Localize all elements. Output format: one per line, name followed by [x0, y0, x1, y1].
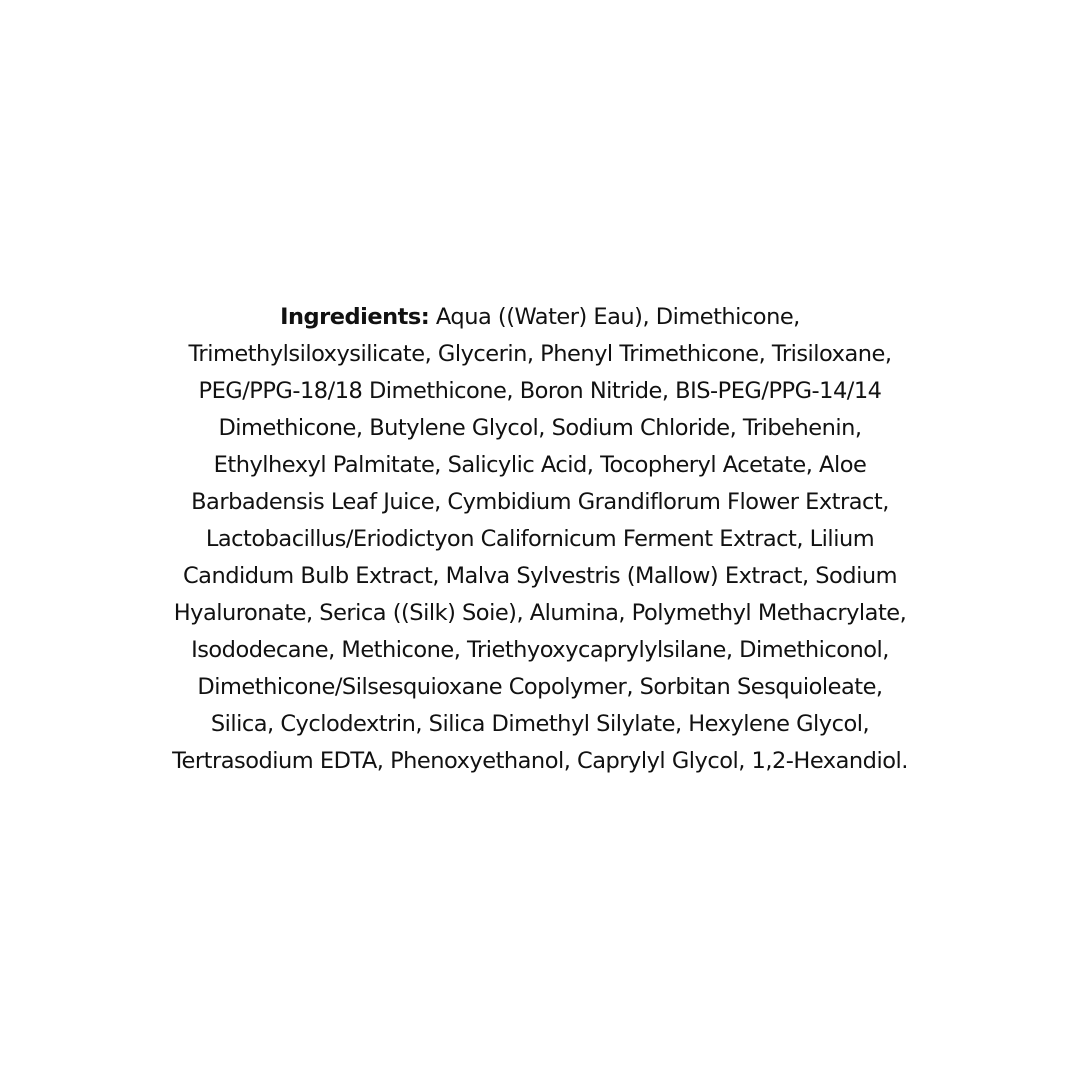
ingredients-line-5: Ethylhexyl Palmitate, Salicylic Acid, Tocopheryl Acetate, Aloe — [213, 452, 867, 478]
ingredients-label: Ingredients: — [280, 304, 430, 330]
ingredients-line-10: Isododecane, Methicone, Triethyoxycaprylylsilane, Dimethiconol, — [191, 637, 889, 663]
ingredients-line-11: Dimethicone/Silsesquioxane Copolymer, Sorbitan Sesquioleate, — [197, 674, 883, 700]
ingredients-line-12: Silica, Cyclodextrin, Silica Dimethyl Silylate, Hexylene Glycol, — [210, 711, 870, 737]
ingredients-line-8: Candidum Bulb Extract, Malva Sylvestris (Mallow) Extract, Sodium — [182, 563, 898, 589]
ingredients-line-2: Trimethylsiloxysilicate, Glycerin, Phenyl Trimethicone, Trisiloxane, — [188, 341, 892, 367]
ingredients-line-4: Dimethicone, Butylene Glycol, Sodium Chloride, Tribehenin, — [218, 415, 862, 441]
ingredients-text — [100, 299, 980, 780]
ingredients-line-9: Hyaluronate, Serica ((Silk) Soie), Alumina, Polymethyl Methacrylate, — [173, 600, 907, 626]
ingredients-line-6: Barbadensis Leaf Juice, Cymbidium Grandiflorum Flower Extract, — [191, 489, 889, 515]
ingredients-line-13: Tertrasodium EDTA, Phenoxyethanol, Caprylyl Glycol, 1,2-Hexandiol. — [172, 748, 908, 774]
ingredients-line-1 — [100, 299, 980, 336]
ingredients-line-1-text: Aqua ((Water) Eau), Dimethicone, — [429, 304, 800, 330]
ingredients-line-7: Lactobacillus/Eriodictyon Californicum Ferment Extract, Lilium — [205, 526, 875, 552]
ingredients-line-3: PEG/PPG-18/18 Dimethicone, Boron Nitride, BIS-PEG/PPG-14/14 — [198, 378, 882, 404]
